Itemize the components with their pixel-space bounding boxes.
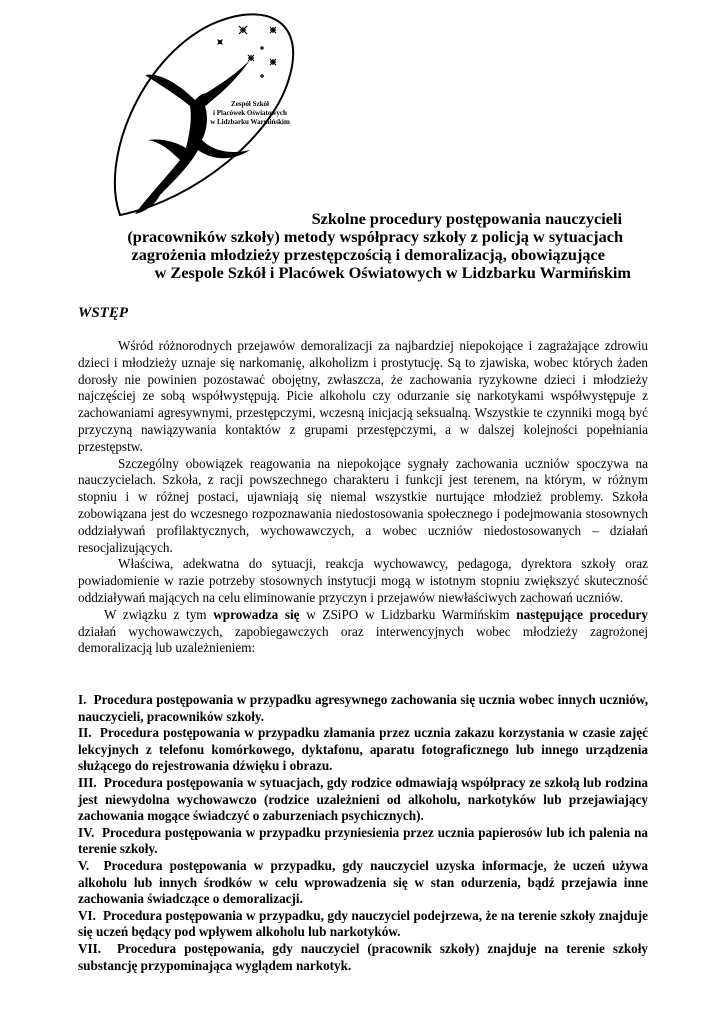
procedure-item <box>78 908 648 941</box>
procedure-item <box>78 858 648 908</box>
paragraph-4-part-a: W związku z tym <box>104 606 214 622</box>
logo-caption <box>205 100 295 127</box>
procedure-number: I. <box>78 692 87 707</box>
procedure-number: VI. <box>78 907 96 923</box>
title-line-1: Szkolne procedury postępowania nauczycieli <box>311 209 622 228</box>
paragraph-4-part-c: w ZSiPO w Lidzbarku Warmińskim <box>299 606 517 622</box>
document-title <box>90 210 650 282</box>
procedure-list <box>78 692 648 974</box>
paragraph-4-part-e: działań wychowawczych, zapobiegawczych oraz interwencyjnych wobec młodzieży zagrożonej demoralizacją lub uzależnieniem: <box>78 623 648 656</box>
logo-stars <box>218 26 277 78</box>
procedure-number: IV. <box>78 824 95 840</box>
procedure-text: Procedura postępowania w przypadku złamania przez ucznia zakazu korzystania w czasie zajęć lekcyjnych z telefonu komórkowego, dyktafonu, aparatu fotograficznego lub innego urządzenia służącego do rejestrowania dźwięku i obrazu. <box>78 725 649 774</box>
section-heading: WSTĘP <box>78 305 129 321</box>
procedure-number: III. <box>78 774 97 790</box>
procedure-item <box>78 692 648 725</box>
procedure-text: Procedura postępowania w przypadku agresywnego zachowania się ucznia wobec innych uczniów, nauczycieli, pracowników szkoły. <box>78 692 648 724</box>
procedure-text: Procedura postępowania, gdy nauczyciel (pracownik szkoły) znajduje na terenie szkoły substancję przypominająca wyglądem narkotyk. <box>78 940 649 973</box>
logo-line-1: Zespół Szkół <box>231 100 269 108</box>
procedure-text: Procedura postępowania w przypadku, gdy nauczyciel uzyska informacje, że uczeń używa alkoholu lub innych środków w celu wprowadzenia się w stan odurzenia, bądź przejawia inne zachowania świadczące o demoralizacji. <box>78 857 648 907</box>
paragraph-4-part-d: następujące procedury <box>516 606 648 622</box>
title-line-4: w Zespole Szkół i Placówek Oświatowych w Lidzbarku Warmińskim <box>154 263 631 282</box>
procedure-item <box>78 941 648 974</box>
procedure-number: VII. <box>78 940 102 956</box>
procedure-item <box>78 725 648 775</box>
title-line-3: zagrożenia młodzieży przestępczością i demoralizacją, obowiązujące <box>131 245 605 264</box>
logo-line-2: i Placówek Oświatowych <box>213 109 287 117</box>
procedure-number: V. <box>78 857 90 873</box>
logo-dancer <box>135 75 250 214</box>
procedure-text: Procedura postępowania w przypadku przyniesienia przez ucznia papierosów lub ich palenia na terenie szkoły. <box>78 824 648 857</box>
paragraph-2: Szczególny obowiązek reagowania na niepokojące sygnały zachowania uczniów spoczywa na nauczycielach. Szkoła, z racji powszechnego charakteru i funkcji jest terenem, na którym, w różnym stopniu i w różnej postaci, ujawniają się niemal wszystkie nurtujące młodzież problemy. Szkoła zobowiązana jest do wczesnego rozpoznawania niedostosowania społecznego i podejmowania stosownych oddziaływań profilaktycznych, wychowawczych, a wobec uczniów niedostosowanych – działań resocjalizujących. <box>78 455 648 555</box>
procedure-item <box>78 825 648 858</box>
procedure-text: Procedura postępowania w przypadku, gdy nauczyciel podejrzewa, że na terenie szkoły znajduje się uczeń będący pod wpływem alkoholu lub narkotyków. <box>78 907 648 940</box>
intro-body <box>78 338 648 657</box>
procedure-item <box>78 775 648 825</box>
paragraph-3: Właściwa, adekwatna do sytuacji, reakcja wychowawcy, pedagoga, dyrektora szkoły oraz powiadomienie w razie potrzeby stosownych instytucji mogą w istotnym stopniu zwiększyć skuteczność oddziaływań mających na celu eliminowanie przyczyn i przejawów niewłaściwych zachowań uczniów. <box>78 556 648 605</box>
logo-line-3: w Lidzbarku Warmińskim <box>210 118 290 126</box>
procedure-text: Procedura postępowania w sytuacjach, gdy rodzice odmawiają współpracy ze szkołą lub rodzina jest niewydolna wychowawczo (rodzice uzależnieni od alkoholu, narkotyków lub przejawiający zachowania mogące świadczyć o zaburzeniach psychicznych). <box>78 774 649 824</box>
paragraph-4-part-b: wprowadza się <box>213 606 300 622</box>
procedure-number: II. <box>78 725 92 741</box>
paragraph-1: Wśród różnorodnych przejawów demoralizacji za najbardziej niepokojące i zagrażające zdrowiu dzieci i młodzieży uznaje się narkomanię, alkoholizm i prostytucję. Są to zjawiska, wobec których żaden dorosły nie powinien pozostawać obojętny, zwłaszcza, że zachowania ryzykowne dzieci i młodzieży najczęściej ze sobą współwystępują. Picie alkoholu czy odurzanie się narkotykami współwystępuje z zachowaniami agresywnymi, przestępczymi, wczesną inicjacją seksualną. Wszystkie te czynniki mogą być przyczyną nawiązywania kontaktów z grupami przestępczymi, a w dalszej kolejności popełniania przestępstw. <box>78 338 648 454</box>
paragraph-4 <box>78 607 648 657</box>
title-line-2: (pracowników szkoły) metody współpracy szkoły z policją w sytuacjach <box>127 227 623 246</box>
